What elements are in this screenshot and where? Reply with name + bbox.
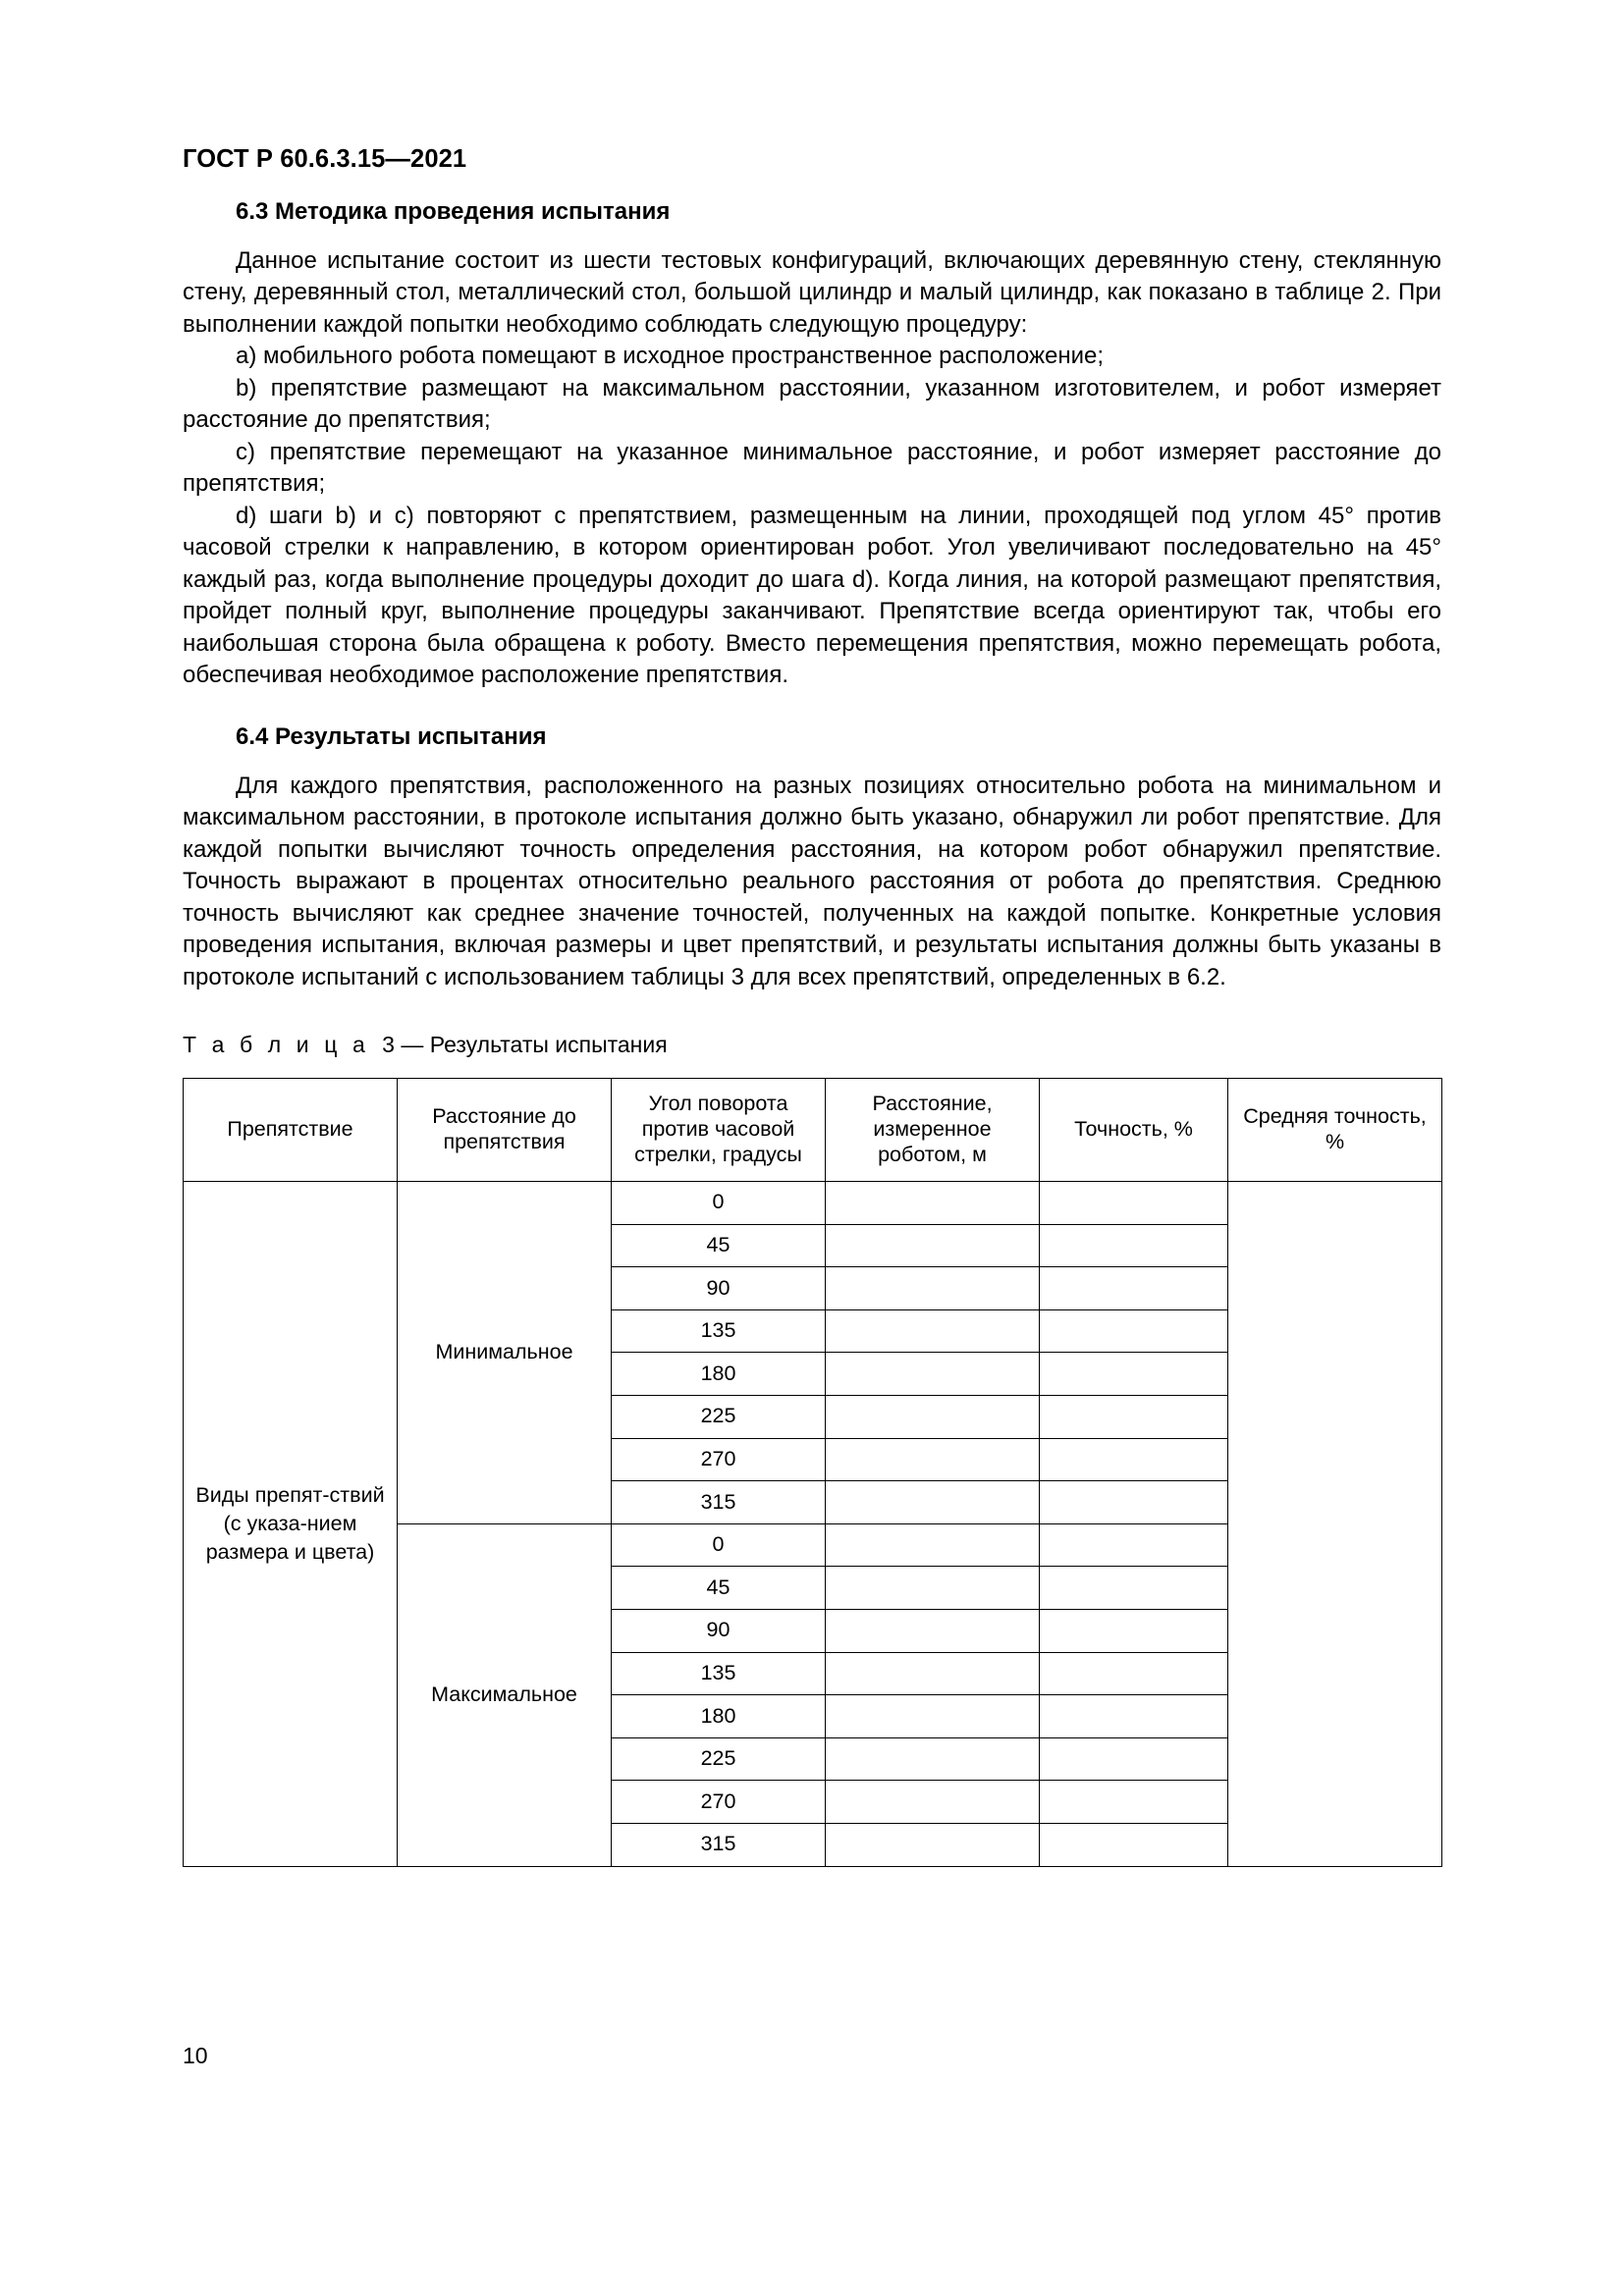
header-average-accuracy: Средняя точность, % <box>1228 1079 1442 1182</box>
cell-measured-distance[interactable] <box>826 1823 1040 1866</box>
cell-measured-distance[interactable] <box>826 1267 1040 1310</box>
heading-6-4: 6.4 Результаты испытания <box>236 722 547 750</box>
cell-angle: 225 <box>612 1737 826 1781</box>
cell-angle: 135 <box>612 1309 826 1353</box>
cell-accuracy[interactable] <box>1040 1309 1228 1353</box>
table-caption-label: Т а б л и ц а <box>183 1032 370 1058</box>
spacer <box>183 993 1441 1031</box>
heading-6-3: 6.3 Методика проведения испытания <box>236 198 671 225</box>
cell-accuracy[interactable] <box>1040 1567 1228 1610</box>
cell-measured-distance[interactable] <box>826 1610 1040 1653</box>
cell-accuracy[interactable] <box>1040 1652 1228 1695</box>
cell-accuracy[interactable] <box>1040 1267 1228 1310</box>
table-body <box>184 1182 1442 1867</box>
cell-accuracy[interactable] <box>1040 1182 1228 1225</box>
cell-angle: 315 <box>612 1823 826 1866</box>
cell-accuracy[interactable] <box>1040 1823 1228 1866</box>
table-caption-dash: — <box>401 1032 424 1058</box>
results-table <box>183 1078 1442 1867</box>
cell-angle: 270 <box>612 1781 826 1824</box>
cell-accuracy[interactable] <box>1040 1781 1228 1824</box>
table-head <box>184 1079 1442 1182</box>
cell-angle: 135 <box>612 1652 826 1695</box>
header-rotation-angle: Угол поворота против часовой стрелки, градусы <box>612 1079 826 1182</box>
table-row <box>184 1182 1442 1225</box>
spacer <box>183 228 1441 245</box>
cell-measured-distance[interactable] <box>826 1396 1040 1439</box>
paragraph-6-3-intro: Данное испытание состоит из шести тестовых конфигураций, включающих деревянную стену, стеклянную стену, деревянный стол, металлический стол, большой цилиндр и малый цилиндр, как показано в таблице 2. При выполнении каждой попытки необходимо соблюдать следующую процедуру: <box>183 246 1441 338</box>
page-content <box>183 196 1441 1867</box>
list-item-c: c) препятствие перемещают на указанное минимальное расстояние, и робот измеряет расстояние до препятствия; <box>183 438 1441 498</box>
page-number: 10 <box>183 2043 208 2068</box>
cell-measured-distance[interactable] <box>826 1567 1040 1610</box>
cell-angle: 270 <box>612 1438 826 1481</box>
list-item-b: b) препятствие размещают на максимальном расстоянии, указанном изготовителем, и робот измеряет расстояние до препятствия; <box>183 374 1441 434</box>
cell-measured-distance[interactable] <box>826 1695 1040 1738</box>
cell-angle: 90 <box>612 1267 826 1310</box>
table-caption-title: Результаты испытания <box>429 1032 668 1058</box>
cell-measured-distance[interactable] <box>826 1182 1040 1225</box>
cell-measured-distance[interactable] <box>826 1353 1040 1396</box>
cell-angle: 45 <box>612 1224 826 1267</box>
cell-accuracy[interactable] <box>1040 1695 1228 1738</box>
paragraph-6-4-body: Для каждого препятствия, расположенного на разных позициях относительно робота на минимальном и максимальном расстоянии, в протоколе испытания должно быть указано, обнаружил ли робот препятствие. Для каждой попытки вычисляют точность определения расстояния, на котором робот обнаружил препятствие. Точность выражают в процентах относительно реального расстояния от робота до препятствия. Среднюю точность вычисляют как среднее значение точностей, полученных на каждой попытке. Конкретные условия проведения испытания, включая размеры и цвет препятствий, и результаты испытания должны быть указаны в протоколе испытаний с использованием таблицы 3 для всех препятствий, определенных в 6.2. <box>183 772 1441 990</box>
cell-accuracy[interactable] <box>1040 1523 1228 1567</box>
cell-angle: 315 <box>612 1481 826 1524</box>
cell-measured-distance[interactable] <box>826 1781 1040 1824</box>
cell-angle: 90 <box>612 1610 826 1653</box>
table-header-row <box>184 1079 1442 1182</box>
header-measured-distance: Расстояние, измеренное роботом, м <box>826 1079 1040 1182</box>
cell-measured-distance[interactable] <box>826 1224 1040 1267</box>
cell-measured-distance[interactable] <box>826 1481 1040 1524</box>
cell-distance-minimum: Минимальное <box>398 1182 612 1524</box>
cell-average-accuracy[interactable] <box>1228 1182 1442 1867</box>
spacer <box>183 1060 1441 1078</box>
list-item-a: a) мобильного робота помещают в исходное пространственное расположение; <box>236 343 1105 370</box>
cell-accuracy[interactable] <box>1040 1737 1228 1781</box>
header-distance-to-obstacle: Расстояние до препятствия <box>398 1079 612 1182</box>
cell-measured-distance[interactable] <box>826 1523 1040 1567</box>
cell-angle: 0 <box>612 1182 826 1225</box>
cell-accuracy[interactable] <box>1040 1353 1228 1396</box>
table-caption-sep <box>369 1032 382 1057</box>
cell-measured-distance[interactable] <box>826 1737 1040 1781</box>
table-caption-number: 3 <box>382 1032 395 1058</box>
cell-angle: 225 <box>612 1396 826 1439</box>
cell-accuracy[interactable] <box>1040 1610 1228 1653</box>
cell-measured-distance[interactable] <box>826 1652 1040 1695</box>
table-caption <box>183 1031 1441 1060</box>
cell-angle: 45 <box>612 1567 826 1610</box>
header-obstacle: Препятствие <box>184 1079 398 1182</box>
header-accuracy: Точность, % <box>1040 1079 1228 1182</box>
spacer <box>183 753 1441 771</box>
cell-measured-distance[interactable] <box>826 1438 1040 1481</box>
cell-accuracy[interactable] <box>1040 1438 1228 1481</box>
spacer <box>183 692 1441 721</box>
cell-obstacle-types: Виды препят-ствий (с указа-нием размера и цвета) <box>184 1182 398 1867</box>
cell-distance-maximum: Максимальное <box>398 1523 612 1866</box>
cell-angle: 180 <box>612 1695 826 1738</box>
cell-angle: 180 <box>612 1353 826 1396</box>
cell-angle: 0 <box>612 1523 826 1567</box>
cell-accuracy[interactable] <box>1040 1396 1228 1439</box>
cell-accuracy[interactable] <box>1040 1224 1228 1267</box>
list-item-d: d) шаги b) и c) повторяют с препятствием, размещенным на линии, проходящей под углом 45° против часовой стрелки к направлению, в котором ориентирован робот. Угол увеличивают последовательно на 45° каждый раз, когда выполнение процедуры доходит до шага d). Когда линия, на которой размещают препятствия, пройдет полный круг, выполнение процедуры заканчивают. Препятствие всегда ориентируют так, чтобы его наибольшая сторона была обращена к роботу. Вместо перемещения препятствия, можно перемещать робота, обеспечивая необходимое расположение препятствия. <box>183 502 1441 689</box>
cell-measured-distance[interactable] <box>826 1309 1040 1353</box>
running-header: ГОСТ Р 60.6.3.15—2021 <box>183 145 467 173</box>
cell-accuracy[interactable] <box>1040 1481 1228 1524</box>
